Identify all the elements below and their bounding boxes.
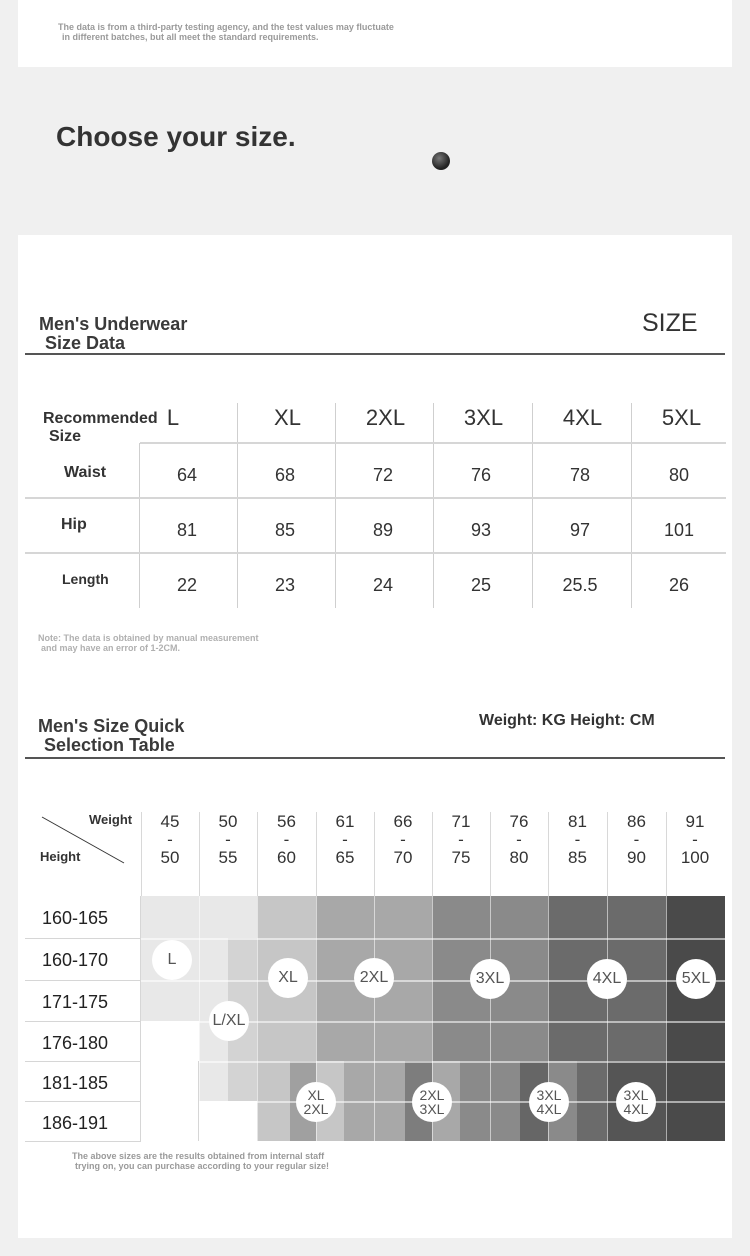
table-cell: 25 <box>470 575 492 595</box>
weight-range-part: 50 <box>160 848 180 867</box>
weight-range-header <box>316 813 374 867</box>
table-cell: 89 <box>372 520 394 540</box>
weight-range-part: - <box>458 830 464 849</box>
size-header-4xl: 4XL <box>562 405 603 430</box>
disclaimer-text <box>58 22 394 42</box>
size-badge-5xl: 5XL <box>676 959 716 999</box>
weight-range-part: 66 <box>393 812 413 831</box>
measurement-note <box>38 633 259 653</box>
row-label-waist: Waist <box>64 464 107 481</box>
table-cell: 64 <box>176 465 198 485</box>
disclaimer-line: in different batches, but all meet the standard requirements. <box>62 32 319 42</box>
size-header-3xl: 3XL <box>463 405 504 430</box>
weight-range-part: 45 <box>160 812 180 831</box>
grid-line <box>141 1061 725 1063</box>
header-divider <box>316 812 317 896</box>
weight-range-part: - <box>283 830 290 849</box>
bottom-note-line: The above sizes are the results obtained from internal staff <box>72 1151 325 1161</box>
badge-line: 3XL <box>623 1087 649 1103</box>
row-label-length: Length <box>62 571 109 587</box>
table-cell: 25.5 <box>562 575 598 595</box>
grid-line <box>374 896 375 1141</box>
quick-title-line: Selection Table <box>44 735 175 755</box>
table-cell: 78 <box>569 465 591 485</box>
weight-range-part: 85 <box>568 848 587 867</box>
header-divider <box>432 812 433 896</box>
grid-line <box>25 1061 141 1062</box>
table-cell: 85 <box>274 520 296 540</box>
size-data-title <box>39 315 187 353</box>
weight-range-part: 50 <box>218 812 238 831</box>
badge-line: 2XL <box>419 1087 445 1103</box>
table-cell: 81 <box>176 520 198 540</box>
table-cell: 22 <box>176 575 198 595</box>
grid-line <box>607 896 608 1141</box>
table-cell: 76 <box>470 465 492 485</box>
weight-range-part: 61 <box>335 812 355 831</box>
size-header-xl: XL <box>274 405 301 430</box>
size-badge-3xl-4xl <box>529 1082 569 1122</box>
weight-range-header <box>432 813 490 867</box>
badge-line: XL <box>307 1087 325 1103</box>
row-divider <box>25 497 726 499</box>
size-badge-lxl: L/XL <box>209 1001 249 1041</box>
weight-range-part: 60 <box>277 848 296 867</box>
choose-size-heading: Choose your size. <box>56 121 296 152</box>
grid-line <box>198 1061 199 1141</box>
badge-line: 3XL <box>536 1087 562 1103</box>
size-badge-2xl: 2XL <box>354 958 394 998</box>
table-cell: 24 <box>372 575 394 595</box>
height-range-label: 186-191 <box>42 1113 109 1133</box>
weight-range-part: 91 <box>685 812 705 831</box>
weight-range-header <box>548 813 607 867</box>
size-header-5xl: 5XL <box>661 405 702 430</box>
weight-range-part: 65 <box>335 848 355 867</box>
weight-range-part: 90 <box>627 848 646 867</box>
height-range-label: 160-170 <box>42 950 109 970</box>
header-divider <box>666 812 667 896</box>
table-cell: 93 <box>470 520 492 540</box>
size-badge-2xl-3xl <box>412 1082 452 1122</box>
weight-range-part: - <box>167 830 173 849</box>
grid-line <box>25 1021 141 1022</box>
grid-line <box>490 896 491 1141</box>
badge-line: 4XL <box>536 1101 562 1117</box>
bottom-note <box>72 1151 329 1171</box>
weight-range-part: 81 <box>568 812 587 831</box>
header-divider <box>490 812 491 896</box>
corner-label <box>43 410 158 446</box>
height-range-label: 171-175 <box>42 992 109 1012</box>
size-data-title-line: Men's Underwear <box>39 314 188 334</box>
weight-range-header <box>607 813 666 867</box>
size-data-title-line: Size Data <box>45 333 126 353</box>
header-divider <box>607 812 608 896</box>
size-label: SIZE <box>642 309 698 337</box>
size-badge-4xl: 4XL <box>587 959 627 999</box>
weight-range-header <box>490 813 548 867</box>
note-line: and may have an error of 1-2CM. <box>41 643 181 653</box>
weight-range-part: - <box>516 830 522 849</box>
table-cell: 97 <box>569 520 591 540</box>
note-line: Note: The data is obtained by manual measurement <box>38 633 259 643</box>
quick-title-line: Men's Size Quick <box>38 716 185 736</box>
grid-line <box>25 980 141 981</box>
weight-range-part: - <box>692 830 698 849</box>
quick-selection-title <box>38 717 184 755</box>
size-badge-3xl-4xl <box>616 1082 656 1122</box>
weight-range-header <box>257 813 316 867</box>
grid-line <box>141 938 725 940</box>
section-divider <box>25 353 725 355</box>
header-divider <box>374 812 375 896</box>
weight-range-header <box>666 813 724 867</box>
weight-range-part: 75 <box>451 848 471 867</box>
weight-range-part: - <box>574 830 581 849</box>
decorative-dot <box>432 152 450 170</box>
size-badge-3xl: 3XL <box>470 959 510 999</box>
row-divider <box>25 552 726 554</box>
size-zone-lxl <box>199 1061 228 1101</box>
bottom-note-line: trying on, you can purchase according to your regular size! <box>75 1161 330 1171</box>
header-divider <box>548 812 549 896</box>
weight-range-part: 71 <box>451 812 471 831</box>
size-zone-lxl <box>228 938 257 1061</box>
weight-range-part: 55 <box>218 848 238 867</box>
table-cell: 80 <box>668 465 690 485</box>
grid-line <box>257 896 258 1141</box>
grid-line <box>25 938 141 939</box>
grid-line <box>141 980 725 982</box>
badge-line: 2XL <box>303 1101 329 1117</box>
size-header-l: L <box>166 405 180 430</box>
badge-line: 4XL <box>623 1101 649 1117</box>
size-badge-xl-2xl <box>296 1082 336 1122</box>
height-range-label: 160-165 <box>42 908 109 928</box>
table-cell: 68 <box>274 465 296 485</box>
grid-line <box>140 896 141 1141</box>
units-label: Weight: KG Height: CM <box>479 712 655 729</box>
weight-range-part: - <box>633 830 640 849</box>
disclaimer-line: The data is from a third-party testing agency, and the test values may fluctuate <box>58 22 394 32</box>
grid-line <box>25 1141 141 1142</box>
size-badge-xl: XL <box>268 958 308 998</box>
height-range-label: 181-185 <box>42 1073 109 1093</box>
header-divider <box>199 812 200 896</box>
size-zone-5xl <box>666 896 725 1141</box>
size-zone-lxl <box>228 1061 257 1101</box>
table-cell: 23 <box>274 575 296 595</box>
corner-label-line: Recommended <box>43 410 158 427</box>
row-divider <box>140 442 726 444</box>
header-divider <box>141 812 142 896</box>
height-range-label: 176-180 <box>42 1033 109 1053</box>
weight-range-part: - <box>400 830 406 849</box>
grid-line <box>666 896 667 1141</box>
weight-axis-label: Weight <box>89 812 133 827</box>
table-cell: 72 <box>372 465 394 485</box>
table-cell: 101 <box>663 520 695 540</box>
size-badge-l: L <box>152 940 192 980</box>
weight-range-header <box>374 813 432 867</box>
weight-range-part: 56 <box>277 812 296 831</box>
badge-line: 3XL <box>419 1101 445 1117</box>
weight-range-part: - <box>342 830 348 849</box>
weight-range-part: 86 <box>627 812 646 831</box>
height-axis-label: Height <box>40 849 81 864</box>
grid-line <box>25 1101 141 1102</box>
weight-range-part: 70 <box>393 848 413 867</box>
weight-range-part: 100 <box>680 848 710 867</box>
weight-range-part: - <box>225 830 231 849</box>
weight-range-header <box>199 813 257 867</box>
table-cell: 26 <box>668 575 690 595</box>
section-divider <box>25 757 725 759</box>
header-divider <box>257 812 258 896</box>
corner-label-line: Size <box>49 428 82 445</box>
row-label-hip: Hip <box>61 516 87 533</box>
weight-range-part: 80 <box>509 848 529 867</box>
weight-range-part: 76 <box>509 812 529 831</box>
grid-line <box>199 896 200 1141</box>
size-header-2xl: 2XL <box>365 405 406 430</box>
weight-range-header <box>141 813 199 867</box>
